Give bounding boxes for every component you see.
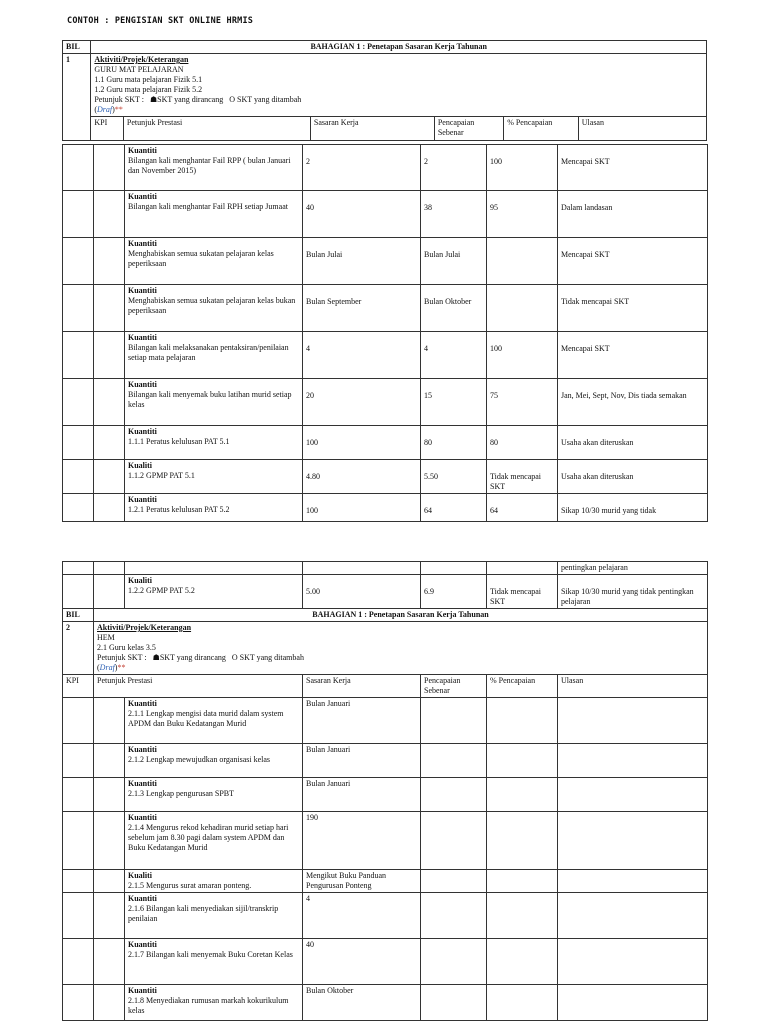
skt-ditambah-label: SKT yang ditambah	[237, 95, 302, 104]
ulasan-cell	[558, 812, 708, 870]
ulasan-cell: Mencapai SKT	[558, 145, 708, 191]
sebenar-cell	[421, 778, 487, 812]
sasaran-cell: Bulan Oktober	[303, 985, 421, 1021]
bil-cell	[63, 698, 94, 744]
draft-paren: )	[114, 663, 118, 672]
petunjuk-prestasi-header: Petunjuk Prestasi	[94, 675, 303, 698]
petunjuk-skt-line	[97, 653, 704, 663]
kpi-type: Kuantiti	[128, 380, 157, 389]
bil-header: BIL	[63, 41, 91, 54]
peratus-cell: 100	[487, 145, 558, 191]
sasaran-cell: Bulan Januari	[303, 778, 421, 812]
kpi-row	[63, 870, 708, 893]
sasaran-cell: 4.80	[303, 460, 421, 494]
kpi-type: Kuantiti	[128, 699, 157, 708]
kpi-cell	[94, 332, 125, 379]
draft-stars: **	[117, 663, 126, 672]
bil-cell	[63, 812, 94, 870]
peratus-cell	[487, 893, 558, 939]
section-1-info	[91, 54, 707, 117]
draft-paren: )	[112, 105, 115, 114]
kpi-cell	[94, 191, 125, 238]
section-line: 1.1 Guru mata pelajaran Fizik 5.1	[94, 75, 203, 84]
section-line: 2.1 Guru kelas 3.5	[97, 643, 156, 652]
kpi-type: Kuantiti	[128, 239, 157, 248]
kpi-type: Kuantiti	[128, 333, 157, 342]
ulasan-cell	[558, 778, 708, 812]
sebenar-cell: 5.50	[421, 460, 487, 494]
kpi-row	[63, 285, 708, 332]
ulasan-cell: Usaha akan diteruskan	[558, 426, 708, 460]
header-row	[63, 41, 707, 54]
skt-dirancang-label: SKT yang dirancang	[159, 653, 226, 662]
peratus-cell	[487, 778, 558, 812]
sasaran-kerja-header: Sasaran Kerja	[303, 675, 421, 698]
sebenar-cell: Bulan Oktober	[421, 285, 487, 332]
section-1-bil: 1	[63, 54, 91, 141]
sasaran-cell: 2	[303, 145, 421, 191]
petunjuk-prestasi-cell	[125, 494, 303, 522]
ulasan-cell: Usaha akan diteruskan	[558, 460, 708, 494]
ulasan-header: Ulasan	[578, 117, 706, 141]
sasaran-kerja-header: Sasaran Kerja	[310, 117, 434, 141]
kpi-cell	[94, 285, 125, 332]
kpi-desc: 2.1.8 Menyediakan rumusan markah kokurikulum kelas	[128, 996, 289, 1015]
draft-paren: (	[94, 105, 98, 114]
ulasan-cell	[558, 870, 708, 893]
bil-cell	[63, 778, 94, 812]
skt-table-section-2	[62, 561, 708, 1021]
kpi-desc: Bilangan kali menghantar Fail RPP ( bulan Januari dan November 2015)	[128, 156, 291, 175]
aktiviti-label: Aktiviti/Projek/Keterangan	[94, 55, 189, 64]
sebenar-cell: 4	[421, 332, 487, 379]
sasaran-cell: Bulan Januari	[303, 698, 421, 744]
kpi-type: Kualiti	[128, 576, 153, 585]
sasaran-cell: 100	[303, 494, 421, 522]
kpi-cell	[94, 985, 125, 1021]
bil-cell	[63, 870, 94, 893]
petunjuk-prestasi-cell	[125, 812, 303, 870]
kpi-desc: 1.2.1 Peratus kelulusan PAT 5.2	[128, 505, 230, 514]
petunjuk-prestasi-cell	[125, 893, 303, 939]
bil-cell	[63, 939, 94, 985]
petunjuk-prestasi-cell	[125, 778, 303, 812]
kpi-desc: 1.1.1 Peratus kelulusan PAT 5.1	[128, 437, 230, 446]
peratus-cell	[487, 744, 558, 778]
empty-bullet-icon: O	[229, 95, 236, 104]
kpi-row	[63, 778, 708, 812]
kpi-header: KPI	[91, 117, 124, 141]
petunjuk-prestasi-cell	[125, 379, 303, 426]
sasaran-cell: 190	[303, 812, 421, 870]
sebenar-cell: 38	[421, 191, 487, 238]
bahagian-header: BAHAGIAN 1 : Penetapan Sasaran Kerja Tahunan	[91, 41, 707, 54]
kpi-desc: 2.1.1 Lengkap mengisi data murid dalam system APDM dan Buku Kedatangan Murid	[128, 709, 284, 728]
draft-label: Draf	[99, 663, 115, 672]
kpi-cell	[94, 379, 125, 426]
peratus-pencapaian-header: % Pencapaian	[487, 675, 558, 698]
kpi-type: Kuantiti	[128, 427, 157, 436]
kpi-cell	[94, 426, 125, 460]
ulasan-cell	[558, 893, 708, 939]
kpi-desc: Bilangan kali menghantar Fail RPH setiap Jumaat	[128, 202, 288, 211]
ulasan-cell: Sikap 10/30 murid yang tidak pentingkan pelajaran	[558, 575, 708, 609]
sasaran-cell: 5.00	[303, 575, 421, 609]
sasaran-cell: Bulan September	[303, 285, 421, 332]
carry-row-2	[63, 575, 708, 609]
kpi-type: Kuantiti	[128, 192, 157, 201]
bil-cell	[63, 379, 94, 426]
kpi-type: Kuantiti	[128, 745, 157, 754]
kpi-row	[63, 812, 708, 870]
ulasan-cell: Dalam landasan	[558, 191, 708, 238]
kpi-row	[63, 698, 708, 744]
bil-cell	[63, 893, 94, 939]
kpi-row	[63, 191, 708, 238]
sebenar-cell	[421, 744, 487, 778]
peratus-cell: 95	[487, 191, 558, 238]
peratus-pencapaian-header: % Pencapaian	[504, 117, 579, 141]
kpi-type: Kuantiti	[128, 495, 157, 504]
section-line: 1.2 Guru mata pelajaran Fizik 5.2	[94, 85, 203, 94]
header-row	[63, 609, 708, 622]
peratus-cell: 64	[487, 494, 558, 522]
ulasan-cell	[558, 939, 708, 985]
kpi-cell	[94, 870, 125, 893]
kpi-row	[63, 379, 708, 426]
draft-label: Draf	[97, 105, 113, 114]
sebenar-cell	[421, 698, 487, 744]
sebenar-cell: Bulan Julai	[421, 238, 487, 285]
petunjuk-prestasi-cell	[125, 939, 303, 985]
kpi-row	[63, 460, 708, 494]
kpi-type: Kualiti	[128, 871, 153, 880]
peratus-cell: Tidak mencapai SKT	[487, 460, 558, 494]
kpi-desc: 2.1.3 Lengkap pengurusan SPBT	[128, 789, 234, 798]
sasaran-cell: Bulan Julai	[303, 238, 421, 285]
ulasan-cell	[558, 985, 708, 1021]
draft-line	[94, 105, 703, 115]
sasaran-cell: Bulan Januari	[303, 744, 421, 778]
kpi-row	[63, 893, 708, 939]
kpi-header: KPI	[63, 675, 94, 698]
kpi-desc: 2.1.6 Bilangan kali menyediakan sijil/transkrip penilaian	[128, 904, 279, 923]
petunjuk-prestasi-cell	[125, 870, 303, 893]
petunjuk-prestasi-header: Petunjuk Prestasi	[123, 117, 310, 141]
skt-table-section-1	[62, 40, 707, 141]
column-header-row	[63, 675, 708, 698]
ulasan-cell: Mencapai SKT	[558, 238, 708, 285]
bil-cell	[63, 145, 94, 191]
kpi-desc: Bilangan kali menyemak buku latihan murid setiap kelas	[128, 390, 292, 409]
kpi-type: Kuantiti	[128, 986, 157, 995]
draft-line	[97, 663, 704, 673]
draft-paren: (	[97, 663, 100, 672]
bil-cell	[63, 494, 94, 522]
kpi-row	[63, 744, 708, 778]
bil-cell	[63, 191, 94, 238]
peratus-cell	[487, 698, 558, 744]
filled-bullet-icon: ☗	[152, 653, 160, 662]
peratus-cell	[487, 939, 558, 985]
section-2-info	[94, 622, 708, 675]
ulasan-cell	[558, 698, 708, 744]
peratus-cell	[487, 985, 558, 1021]
bil-cell	[63, 985, 94, 1021]
kpi-row	[63, 939, 708, 985]
bil-header: BIL	[63, 609, 94, 622]
kpi-type: Kuantiti	[128, 286, 157, 295]
section-2-info-row	[63, 622, 708, 675]
kpi-row	[63, 494, 708, 522]
kpi-cell	[94, 460, 125, 494]
kpi-type: Kuantiti	[128, 894, 157, 903]
peratus-cell: 100	[487, 332, 558, 379]
sebenar-cell	[421, 985, 487, 1021]
kpi-desc: Bilangan kali melaksanakan pentaksiran/penilaian setiap mata pelajaran	[128, 343, 289, 362]
skt-table-section-1-body	[62, 144, 708, 522]
section-line: HEM	[97, 633, 115, 642]
ulasan-cell: Tidak mencapai SKT	[558, 285, 708, 332]
bil-cell	[63, 285, 94, 332]
petunjuk-skt-line	[94, 95, 703, 105]
bahagian-header: BAHAGIAN 1 : Penetapan Sasaran Kerja Tahunan	[94, 609, 708, 622]
filled-bullet-icon: ☗	[150, 95, 158, 104]
kpi-type: Kuantiti	[128, 779, 157, 788]
sebenar-cell	[421, 870, 487, 893]
draft-stars: **	[114, 105, 123, 114]
ulasan-cell: Mencapai SKT	[558, 332, 708, 379]
sebenar-cell: 80	[421, 426, 487, 460]
petunjuk-prestasi-cell	[125, 332, 303, 379]
sasaran-cell: 20	[303, 379, 421, 426]
kpi-cell	[94, 698, 125, 744]
sebenar-cell	[421, 812, 487, 870]
kpi-desc: 1.2.2 GPMP PAT 5.2	[128, 586, 195, 595]
kpi-desc: 2.1.2 Lengkap mewujudkan organisasi kelas	[128, 755, 271, 764]
peratus-cell: Tidak mencapai SKT	[487, 575, 558, 609]
sebenar-cell: 2	[421, 145, 487, 191]
peratus-cell	[487, 870, 558, 893]
sasaran-cell: Mengikut Buku Panduan Pengurusan Ponteng	[303, 870, 421, 893]
column-header-row	[63, 117, 707, 141]
ulasan-cell: Sikap 10/30 murid yang tidak	[558, 494, 708, 522]
kpi-cell	[94, 145, 125, 191]
sebenar-cell	[421, 939, 487, 985]
kpi-row	[63, 145, 708, 191]
section-line: GURU MAT PELAJARAN	[94, 65, 184, 74]
sebenar-cell: 64	[421, 494, 487, 522]
petunjuk-skt-label: Petunjuk SKT :	[97, 653, 147, 662]
pencapaian-sebenar-header: Pencapaian Sebenar	[434, 117, 503, 141]
kpi-type: Kuantiti	[128, 146, 157, 155]
kpi-desc: 2.1.5 Mengurus surat amaran ponteng.	[128, 881, 252, 890]
petunjuk-prestasi-cell	[125, 575, 303, 609]
bil-cell	[63, 332, 94, 379]
peratus-cell	[487, 285, 558, 332]
petunjuk-prestasi-cell	[125, 698, 303, 744]
kpi-row	[63, 426, 708, 460]
kpi-cell	[94, 238, 125, 285]
petunjuk-prestasi-cell	[125, 238, 303, 285]
petunjuk-prestasi-cell	[125, 285, 303, 332]
peratus-cell	[487, 812, 558, 870]
skt-ditambah-label: SKT yang ditambah	[239, 653, 304, 662]
sasaran-cell: 100	[303, 426, 421, 460]
sasaran-cell: 40	[303, 939, 421, 985]
petunjuk-prestasi-cell	[125, 426, 303, 460]
sebenar-cell: 15	[421, 379, 487, 426]
sasaran-cell: 40	[303, 191, 421, 238]
kpi-desc: Menghabiskan semua sukatan pelajaran kelas peperiksaan	[128, 249, 274, 268]
kpi-cell	[94, 744, 125, 778]
bil-cell	[63, 238, 94, 285]
kpi-cell	[94, 893, 125, 939]
petunjuk-prestasi-cell	[125, 744, 303, 778]
kpi-row	[63, 332, 708, 379]
bil-cell	[63, 460, 94, 494]
bil-cell	[63, 426, 94, 460]
ulasan-cell: Jan, Mei, Sept, Nov, Dis tiada semakan	[558, 379, 708, 426]
petunjuk-prestasi-cell	[125, 145, 303, 191]
kpi-type: Kuantiti	[128, 813, 157, 822]
peratus-cell: 80	[487, 426, 558, 460]
ulasan-cell	[558, 744, 708, 778]
carry-row-1	[63, 562, 708, 575]
kpi-cell	[94, 778, 125, 812]
petunjuk-prestasi-cell	[125, 985, 303, 1021]
kpi-cell	[94, 494, 125, 522]
sebenar-cell	[421, 893, 487, 939]
section-2-bil: 2	[63, 622, 94, 675]
kpi-cell	[94, 812, 125, 870]
section-1-info-row	[63, 54, 707, 117]
kpi-row	[63, 238, 708, 285]
aktiviti-label: Aktiviti/Projek/Keterangan	[97, 623, 192, 632]
peratus-cell: 75	[487, 379, 558, 426]
kpi-type: Kualiti	[128, 461, 153, 470]
kpi-row	[63, 985, 708, 1021]
kpi-cell	[94, 939, 125, 985]
petunjuk-prestasi-cell	[125, 191, 303, 238]
petunjuk-skt-label: Petunjuk SKT :	[94, 95, 144, 104]
carry-ulasan: pentingkan pelajaran	[558, 562, 708, 575]
kpi-desc: 1.1.2 GPMP PAT 5.1	[128, 471, 195, 480]
bil-cell	[63, 744, 94, 778]
kpi-desc: Menghabiskan semua sukatan pelajaran kelas bukan peperiksaan	[128, 296, 296, 315]
sasaran-cell: 4	[303, 332, 421, 379]
sebenar-cell: 6.9	[421, 575, 487, 609]
petunjuk-prestasi-cell	[125, 460, 303, 494]
kpi-type: Kuantiti	[128, 940, 157, 949]
document-title: CONTOH : PENGISIAN SKT ONLINE HRMIS	[67, 16, 254, 26]
ulasan-header: Ulasan	[558, 675, 708, 698]
peratus-cell	[487, 238, 558, 285]
kpi-desc: 2.1.4 Mengurus rekod kehadiran murid setiap hari sebelum jam 8.30 pagi dalam system APDM dan Buku Kedatangan Murid	[128, 823, 289, 852]
skt-dirancang-label: SKT yang dirancang	[157, 95, 224, 104]
kpi-desc: 2.1.7 Bilangan kali menyemak Buku Coretan Kelas	[128, 950, 293, 959]
sasaran-cell: 4	[303, 893, 421, 939]
empty-bullet-icon: O	[231, 653, 238, 662]
pencapaian-sebenar-header: Pencapaian Sebenar	[421, 675, 487, 698]
